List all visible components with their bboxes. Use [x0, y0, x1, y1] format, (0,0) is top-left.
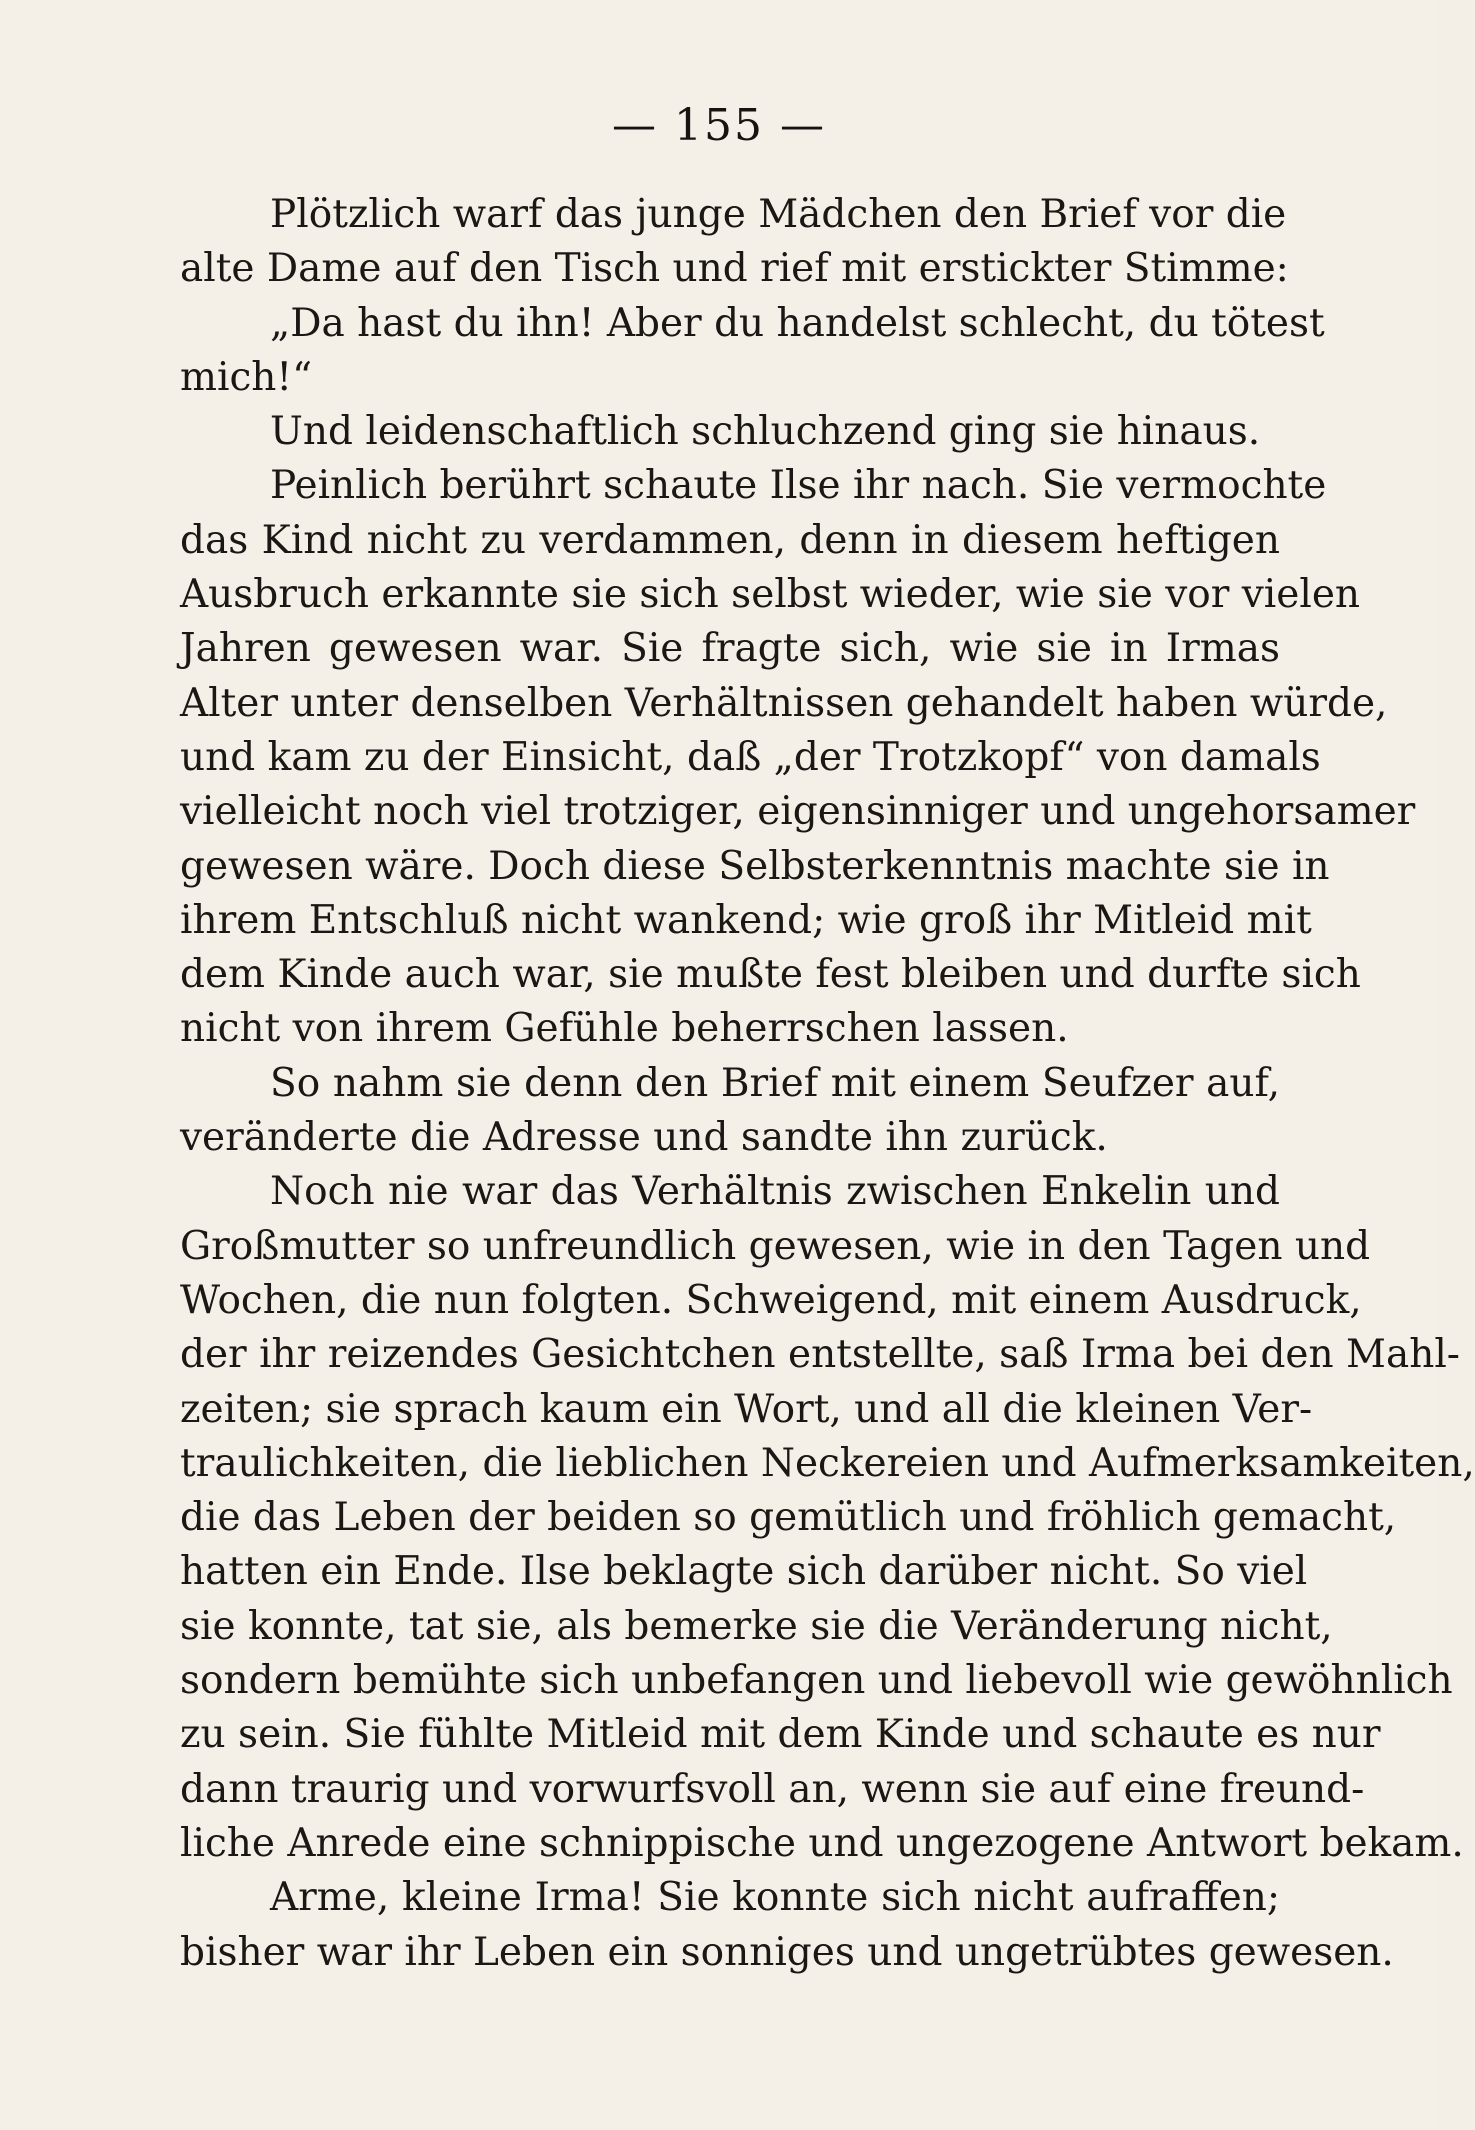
- text-line: Und leidenschaftlich schluchzend ging sie hinaus.: [270, 409, 1261, 455]
- text-line: bisher war ihr Leben ein sonniges und ungetrübtes gewesen.: [180, 1929, 1394, 1975]
- text-line: Jahren gewesen war. Sie fragte sich, wie sie in Irmas: [180, 626, 1280, 672]
- text-line: die das Leben der beiden so gemütlich und fröhlich gemacht,: [180, 1495, 1397, 1541]
- text-line: der ihr reizendes Gesichtchen entstellte, saß Irma bei den Mahl-: [180, 1332, 1460, 1378]
- text-line: dem Kinde auch war, sie mußte fest bleiben und durfte sich: [180, 952, 1361, 998]
- text-line: hatten ein Ende. Ilse beklagte sich darüber nicht. So viel: [180, 1549, 1308, 1595]
- text-line: Ausbruch erkannte sie sich selbst wieder, wie sie vor vielen: [180, 572, 1361, 618]
- text-line: Arme, kleine Irma! Sie konnte sich nicht aufraffen;: [270, 1875, 1280, 1921]
- text-line: dann traurig und vorwurfsvoll an, wenn sie auf eine freund-: [180, 1766, 1365, 1812]
- text-line: veränderte die Adresse und sandte ihn zurück.: [180, 1115, 1108, 1161]
- text-line: ihrem Entschluß nicht wankend; wie groß ihr Mitleid mit: [180, 897, 1312, 943]
- text-line: nicht von ihrem Gefühle beherrschen lassen.: [180, 1006, 1069, 1052]
- text-line: Wochen, die nun folgten. Schweigend, mit einem Ausdruck,: [180, 1277, 1362, 1323]
- text-line: Noch nie war das Verhältnis zwischen Enkelin und: [270, 1169, 1280, 1215]
- text-line: alte Dame auf den Tisch und rief mit erstickter Stimme:: [180, 246, 1289, 292]
- text-line: „Da hast du ihn! Aber du handelst schlecht, du tötest: [270, 300, 1325, 346]
- text-line: sie konnte, tat sie, als bemerke sie die Veränderung nicht,: [180, 1603, 1333, 1649]
- text-line: zeiten; sie sprach kaum ein Wort, und all die kleinen Ver-: [180, 1386, 1313, 1432]
- text-line: das Kind nicht zu verdammen, denn in diesem heftigen: [180, 517, 1280, 563]
- text-line: Peinlich berührt schaute Ilse ihr nach. Sie vermochte: [270, 463, 1327, 509]
- text-line: So nahm sie denn den Brief mit einem Seufzer auf,: [270, 1060, 1280, 1106]
- text-line: vielleicht noch viel trotziger, eigensinniger und ungehorsamer: [180, 789, 1416, 835]
- text-line: mich!“: [180, 354, 313, 400]
- text-line: und kam zu der Einsicht, daß „der Trotzkopf“ von damals: [180, 734, 1321, 780]
- text-line: sondern bemühte sich unbefangen und liebevoll wie gewöhnlich: [180, 1658, 1453, 1704]
- page-number: — 155 —: [612, 100, 826, 151]
- text-line: liche Anrede eine schnippische und ungezogene Antwort bekam.: [180, 1820, 1464, 1866]
- text-line: Plötzlich warf das junge Mädchen den Brief vor die: [270, 192, 1287, 237]
- text-line: Großmutter so unfreundlich gewesen, wie in den Tagen und: [180, 1223, 1371, 1269]
- text-line: zu sein. Sie fühlte Mitleid mit dem Kinde und schaute es nur: [180, 1712, 1381, 1758]
- body-text: [180, 188, 1475, 1980]
- text-line: traulichkeiten, die lieblichen Neckereien und Aufmerksamkeiten,: [180, 1440, 1475, 1486]
- text-line: gewesen wäre. Doch diese Selbsterkenntnis machte sie in: [180, 843, 1330, 889]
- text-line: Alter unter denselben Verhältnissen gehandelt haben würde,: [180, 680, 1388, 726]
